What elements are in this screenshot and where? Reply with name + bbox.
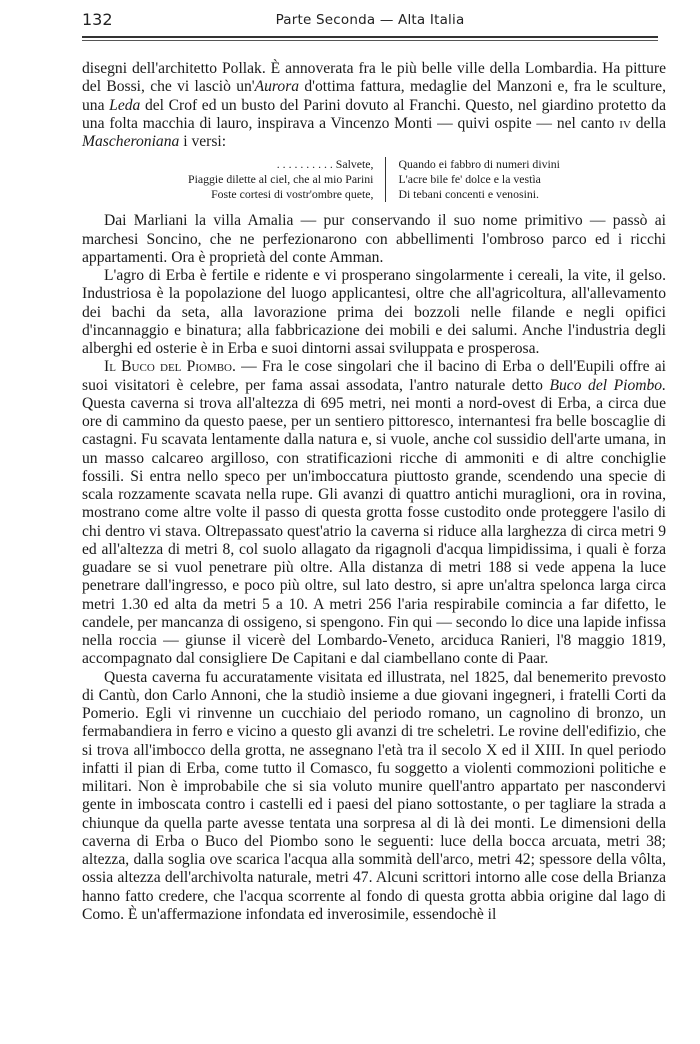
text-span: Questa caverna si trova all'altezza di 695 metri, nei monti a nord-ovest di Erba, a circa due ore di cammino da questo paese, per un sentiero pittoresco, internantesi fra belle boscaglie di castagni. Fu scavata lentamente dalla natura e, si vuole, anche col sussidio dell'arte umana, in un masso calcareo argilloso, con stratificazioni ricche di ammoniti e di altre conchiglie fossili. Si entra nello speco per un'imboccatura piuttosto grande, scendendo una specie di scala rozzamente scavata nella rupe. Gli avanzi di quattro antichi muraglioni, ora in rovina, mostrano come altre volte il passo di questa grotta fosse custodito onde proteggere l'asilo di chi dentro vi stava. Oltrepassato quest'atrio la caverna si riduce alla larghezza di circa metri 9 ed all'altezza di metri 8, col suolo allagato da rigagnoli d'acqua limpidissima, i quali è forza guadare se si vuol penetrare più oltre. Alla distanza di metri 188 si vede appena la luce penetrare dall'ingresso, e poco più oltre, sul lato destro, si apre un'altra spelonca larga circa metri 1.30 ed alta da metri 5 a 10. A metri 256 l'aria respirabile comincia a far difetto, le candele, per mancanza di ossigeno, si spengono. Fin qui — secondo lo dice una lapide infissa nella roccia — giunse il vicerè del Lombardo-Veneto, arciduca Ranieri, l'8 maggio 1819, accompagnato dal consigliere De Capitani e dal ciambellano conte di Paar. — [82, 394, 666, 668]
paragraph-villa-amalia: Dai Marliani la villa Amalia — pur conservando il suo nome primitivo — passò ai marchesi Soncino, che ne perfezionarono con abbellimenti l'ombroso parco ed i ricchi appartamenti. Ora è proprietà del conte Amman. — [82, 212, 666, 266]
italic-title-leda: Leda — [109, 96, 141, 114]
italic-title-aurora: Aurora — [254, 78, 300, 96]
page-number: 132 — [82, 10, 113, 29]
text-span: del Crof ed un busto del Parini dovuto al Franchi. Questo, nel giardino protetto da una folta macchia di lauro, inspirava a Vincenzo Monti — quivi ospite — nel canto — [82, 96, 666, 132]
paragraph-villa-description — [82, 60, 666, 151]
poem-quote — [82, 157, 666, 202]
text-span: i versi: — [179, 133, 227, 150]
poem-line: L'acre bile fe' dolce e la vestìa — [398, 172, 541, 187]
header-rule — [82, 36, 658, 38]
paragraph-caverna-visitata: Questa caverna fu accuratamente visitata ed illustrata, nel 1825, dal benemerito prevosto di Cantù, don Carlo Annoni, che la studiò insieme a due giovani ingegneri, i fratelli Corti da Pomerio. Egli vi rinvenne un cucchiaio del periodo romano, un cagnolino di bronzo, un fermabandiera in ferro e vicino a questo gli avanzi di tre scheletri. Le rovine dell'edifizio, che si trova all'imbocco della grotta, ne assegnano l'età tra il secolo X ed il XIII. In quel periodo infatti il pian di Erba, come tutto il Comasco, fu soggetto a violenti commozioni politiche e militari. Non è improbabile che si sia voluto munire quell'antro appartato per nascondervi gente in imboscata contro i castelli ed i paesi del piano sottostante, o per tagliare la strada a chiunque da quella parte avesse tentata una sorpresa al di là dei monti. Le dimensioni della caverna di Erba o Buco del Piombo sono le seguenti: luce della bocca arcuata, metri 38; altezza, dalla soglia ove scarica l'acqua alla sommità dell'arco, metri 42; spessore della vôlta, ossia altezza dell'archivolta naturale, metri 47. Alcuni scrittori intorno alle cose della Brianza hanno fatto credere, che l'acqua scorrente al fondo di questa grotta abbia origine dal lago di Como. È un'affermazione infondata ed inverosimile, essendochè il — [82, 668, 666, 923]
section-heading-buco-del-piombo: Il Buco del Piombo. — [104, 358, 236, 376]
poem-line: Quando ei fabbro di numeri divini — [398, 157, 560, 172]
poem-line: Piaggie dilette al ciel, che al mio Parini — [188, 172, 374, 187]
poem-line: Di tebani concenti e venosini. — [398, 187, 539, 202]
text-span: d'ottima fattura, medaglie del Manzoni e, fra le sculture, una — [82, 78, 666, 114]
text-span: disegni dell'architetto Pollak. È annoverata fra le più belle ville della Lombardia. Ha pitture del Bossi, che vi lasciò un' — [82, 60, 666, 96]
body-text — [82, 60, 666, 924]
poem-line: . . . . . . . . . . Salvete, — [276, 157, 374, 172]
running-title: Parte Seconda — Alta Italia — [275, 12, 465, 28]
poem-left-column — [176, 157, 386, 202]
canto-number: iv — [619, 114, 631, 132]
poem-line: Foste cortesi di vostr'ombre quete, — [211, 187, 374, 202]
italic-title-mascheroniana: Mascheroniana — [82, 133, 180, 150]
header-rule-secondary — [82, 40, 658, 41]
page-header — [82, 10, 658, 32]
text-span: della — [630, 114, 667, 132]
paragraph-agro-erba: L'agro di Erba è fertile e ridente e vi prosperano singolarmente i cereali, la vite, il gelso. Industriosa è la popolazione del luogo applicantesi, oltre che all'agricoltura, all'allevamento dei bachi da seta, alla lavorazione prima dei bozzoli nelle filande e negli opifici d'incannaggio e binatura; alla fabbricazione dei mobili e dei salumi. Anche l'industria degli alberghi ed osterie è in Erba e suoi dintorni assai sviluppata e prosperosa. — [82, 267, 666, 357]
text-span: — Fra le cose singolari che il bacino di Erba o dell'Eupili offre ai suoi visitatori è celebre, per fama assai assodata, l'antro naturale detto — [82, 358, 666, 394]
poem-right-column — [386, 157, 572, 202]
paragraph-buco-del-piombo — [82, 358, 666, 668]
italic-name-buco: Buco del Piombo. — [549, 376, 666, 394]
